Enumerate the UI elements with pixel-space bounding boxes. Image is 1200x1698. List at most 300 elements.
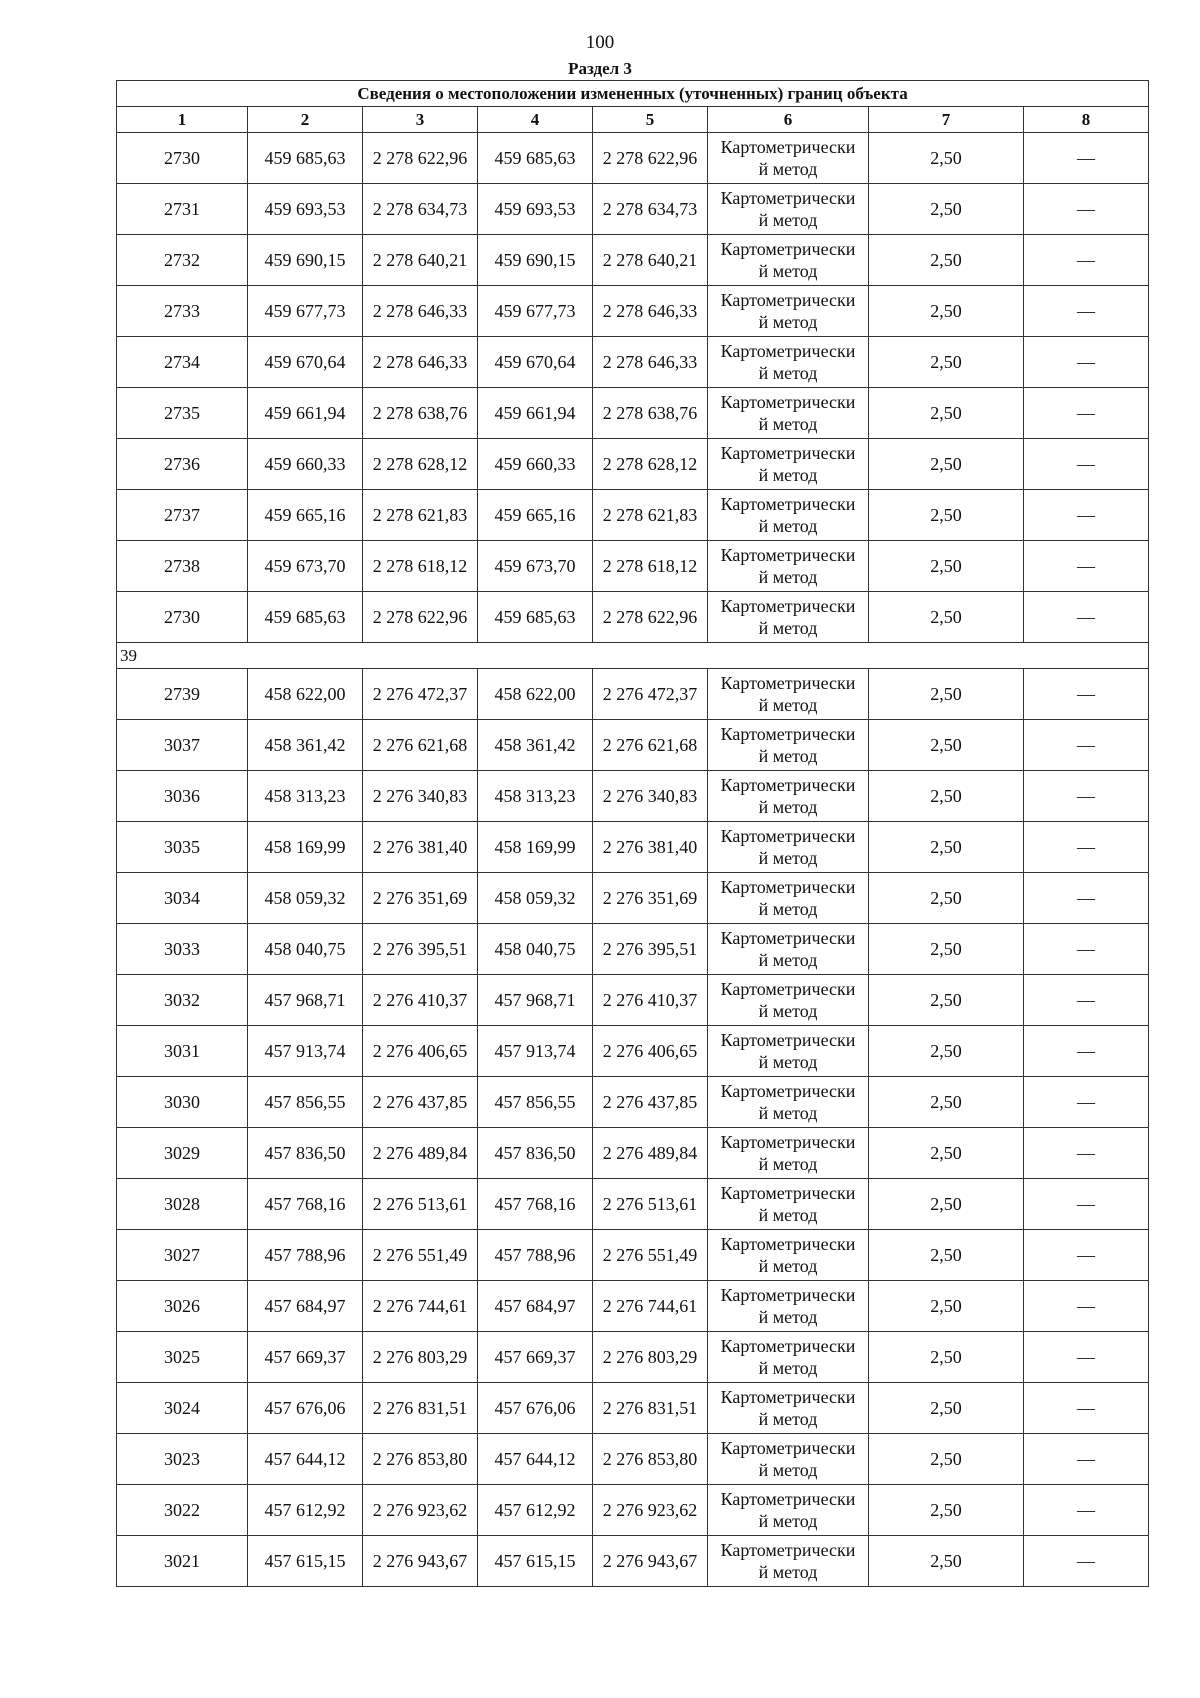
y-new-cell: 2 278 622,96	[593, 133, 708, 184]
x-old-cell: 459 690,15	[248, 235, 363, 286]
y-old-cell: 2 278 634,73	[363, 184, 478, 235]
table-row	[117, 337, 1149, 388]
method-cell	[708, 286, 869, 337]
x-new-cell: 457 612,92	[478, 1485, 593, 1536]
method-text-line-1: Картометрически	[720, 1285, 856, 1305]
point-number-cell: 3031	[117, 1026, 248, 1077]
x-old-cell: 457 836,50	[248, 1128, 363, 1179]
x-new-cell: 457 856,55	[478, 1077, 593, 1128]
y-new-cell: 2 276 395,51	[593, 924, 708, 975]
x-new-cell: 457 913,74	[478, 1026, 593, 1077]
accuracy-cell: 2,50	[869, 1383, 1024, 1434]
method-text-line-1: Картометрически	[720, 545, 856, 565]
x-new-cell: 457 615,15	[478, 1536, 593, 1587]
table-row	[117, 1434, 1149, 1485]
method-cell	[708, 1026, 869, 1077]
y-new-cell: 2 276 551,49	[593, 1230, 708, 1281]
accuracy-cell: 2,50	[869, 1128, 1024, 1179]
note-cell: —	[1024, 1281, 1149, 1332]
table-row	[117, 184, 1149, 235]
note-cell: —	[1024, 1485, 1149, 1536]
method-text-line-2: й метод	[758, 899, 818, 919]
x-old-cell: 458 361,42	[248, 720, 363, 771]
point-number-cell: 3033	[117, 924, 248, 975]
x-old-cell: 457 644,12	[248, 1434, 363, 1485]
note-cell: —	[1024, 924, 1149, 975]
note-cell: —	[1024, 1383, 1149, 1434]
group-label-row	[117, 643, 1149, 669]
accuracy-cell: 2,50	[869, 822, 1024, 873]
column-number: 4	[478, 107, 593, 133]
y-new-cell: 2 276 406,65	[593, 1026, 708, 1077]
method-cell	[708, 720, 869, 771]
method-text-line-2: й метод	[758, 414, 818, 434]
accuracy-cell: 2,50	[869, 1485, 1024, 1536]
y-new-cell: 2 278 621,83	[593, 490, 708, 541]
x-new-cell: 457 768,16	[478, 1179, 593, 1230]
table-row	[117, 235, 1149, 286]
x-old-cell: 457 856,55	[248, 1077, 363, 1128]
y-new-cell: 2 276 831,51	[593, 1383, 708, 1434]
note-cell: —	[1024, 1332, 1149, 1383]
accuracy-cell: 2,50	[869, 720, 1024, 771]
method-cell	[708, 388, 869, 439]
method-text-line-1: Картометрически	[720, 494, 856, 514]
accuracy-cell: 2,50	[869, 184, 1024, 235]
point-number-cell: 3024	[117, 1383, 248, 1434]
accuracy-cell: 2,50	[869, 133, 1024, 184]
group-label: 39	[117, 643, 1149, 669]
y-new-cell: 2 276 437,85	[593, 1077, 708, 1128]
x-old-cell: 459 670,64	[248, 337, 363, 388]
method-text-line-2: й метод	[758, 465, 818, 485]
point-number-cell: 3023	[117, 1434, 248, 1485]
note-cell: —	[1024, 490, 1149, 541]
method-cell	[708, 1281, 869, 1332]
note-cell: —	[1024, 439, 1149, 490]
method-text-line-1: Картометрически	[720, 1489, 856, 1509]
x-old-cell: 457 684,97	[248, 1281, 363, 1332]
method-text-line-2: й метод	[758, 567, 818, 587]
method-cell	[708, 490, 869, 541]
y-old-cell: 2 276 513,61	[363, 1179, 478, 1230]
x-old-cell: 457 612,92	[248, 1485, 363, 1536]
y-old-cell: 2 276 340,83	[363, 771, 478, 822]
method-text-line-1: Картометрически	[720, 1183, 856, 1203]
point-number-cell: 3028	[117, 1179, 248, 1230]
table-row	[117, 1281, 1149, 1332]
note-cell: —	[1024, 184, 1149, 235]
accuracy-cell: 2,50	[869, 592, 1024, 643]
table-row	[117, 490, 1149, 541]
y-old-cell: 2 276 551,49	[363, 1230, 478, 1281]
table-row	[117, 669, 1149, 720]
method-text-line-2: й метод	[758, 1307, 818, 1327]
note-cell: —	[1024, 720, 1149, 771]
accuracy-cell: 2,50	[869, 388, 1024, 439]
note-cell: —	[1024, 1536, 1149, 1587]
method-text-line-2: й метод	[758, 210, 818, 230]
method-text-line-2: й метод	[758, 746, 818, 766]
note-cell: —	[1024, 133, 1149, 184]
accuracy-cell: 2,50	[869, 1434, 1024, 1485]
x-new-cell: 457 788,96	[478, 1230, 593, 1281]
method-cell	[708, 541, 869, 592]
method-text-line-2: й метод	[758, 1562, 818, 1582]
method-cell	[708, 924, 869, 975]
y-new-cell: 2 276 943,67	[593, 1536, 708, 1587]
method-text-line-2: й метод	[758, 1256, 818, 1276]
x-old-cell: 457 615,15	[248, 1536, 363, 1587]
y-old-cell: 2 276 744,61	[363, 1281, 478, 1332]
method-cell	[708, 184, 869, 235]
x-new-cell: 459 690,15	[478, 235, 593, 286]
method-text-line-1: Картометрически	[720, 673, 856, 693]
method-text-line-1: Картометрически	[720, 1336, 856, 1356]
column-number: 3	[363, 107, 478, 133]
y-old-cell: 2 276 489,84	[363, 1128, 478, 1179]
x-old-cell: 459 665,16	[248, 490, 363, 541]
method-cell	[708, 822, 869, 873]
table-row	[117, 1077, 1149, 1128]
x-old-cell: 457 913,74	[248, 1026, 363, 1077]
point-number-cell: 3037	[117, 720, 248, 771]
y-old-cell: 2 276 621,68	[363, 720, 478, 771]
method-cell	[708, 873, 869, 924]
note-cell: —	[1024, 1026, 1149, 1077]
method-cell	[708, 1077, 869, 1128]
x-new-cell: 458 169,99	[478, 822, 593, 873]
note-cell: —	[1024, 1179, 1149, 1230]
method-text-line-1: Картометрически	[720, 188, 856, 208]
method-text-line-2: й метод	[758, 1103, 818, 1123]
x-old-cell: 458 169,99	[248, 822, 363, 873]
method-text-line-1: Картометрически	[720, 443, 856, 463]
x-old-cell: 459 693,53	[248, 184, 363, 235]
accuracy-cell: 2,50	[869, 286, 1024, 337]
method-cell	[708, 1332, 869, 1383]
y-new-cell: 2 278 634,73	[593, 184, 708, 235]
table-row	[117, 1179, 1149, 1230]
method-text-line-1: Картометрически	[720, 1081, 856, 1101]
table-row	[117, 975, 1149, 1026]
y-new-cell: 2 276 923,62	[593, 1485, 708, 1536]
x-new-cell: 457 968,71	[478, 975, 593, 1026]
x-new-cell: 458 313,23	[478, 771, 593, 822]
y-new-cell: 2 276 621,68	[593, 720, 708, 771]
y-new-cell: 2 276 381,40	[593, 822, 708, 873]
note-cell: —	[1024, 235, 1149, 286]
method-text-line-2: й метод	[758, 695, 818, 715]
y-new-cell: 2 276 340,83	[593, 771, 708, 822]
x-new-cell: 458 361,42	[478, 720, 593, 771]
point-number-cell: 2736	[117, 439, 248, 490]
y-new-cell: 2 276 803,29	[593, 1332, 708, 1383]
point-number-cell: 2731	[117, 184, 248, 235]
y-new-cell: 2 278 628,12	[593, 439, 708, 490]
method-text-line-2: й метод	[758, 261, 818, 281]
method-text-line-1: Картометрически	[720, 877, 856, 897]
column-number: 6	[708, 107, 869, 133]
method-text-line-2: й метод	[758, 1511, 818, 1531]
note-cell: —	[1024, 1128, 1149, 1179]
x-old-cell: 459 685,63	[248, 133, 363, 184]
method-text-line-2: й метод	[758, 1001, 818, 1021]
y-old-cell: 2 276 923,62	[363, 1485, 478, 1536]
point-number-cell: 2738	[117, 541, 248, 592]
accuracy-cell: 2,50	[869, 924, 1024, 975]
x-new-cell: 458 040,75	[478, 924, 593, 975]
method-cell	[708, 1230, 869, 1281]
y-old-cell: 2 276 803,29	[363, 1332, 478, 1383]
x-old-cell: 457 768,16	[248, 1179, 363, 1230]
coordinates-table	[116, 80, 1149, 1587]
x-new-cell: 458 059,32	[478, 873, 593, 924]
point-number-cell: 2733	[117, 286, 248, 337]
x-new-cell: 459 693,53	[478, 184, 593, 235]
column-number: 5	[593, 107, 708, 133]
x-new-cell: 457 836,50	[478, 1128, 593, 1179]
x-new-cell: 459 673,70	[478, 541, 593, 592]
method-text-line-1: Картометрически	[720, 1540, 856, 1560]
method-text-line-1: Картометрически	[720, 826, 856, 846]
point-number-cell: 2730	[117, 133, 248, 184]
x-new-cell: 457 644,12	[478, 1434, 593, 1485]
y-old-cell: 2 276 472,37	[363, 669, 478, 720]
table-row	[117, 720, 1149, 771]
x-old-cell: 458 313,23	[248, 771, 363, 822]
x-new-cell: 459 685,63	[478, 133, 593, 184]
y-old-cell: 2 278 622,96	[363, 592, 478, 643]
y-new-cell: 2 276 744,61	[593, 1281, 708, 1332]
x-new-cell: 459 660,33	[478, 439, 593, 490]
point-number-cell: 2735	[117, 388, 248, 439]
method-cell	[708, 1434, 869, 1485]
y-old-cell: 2 276 853,80	[363, 1434, 478, 1485]
y-new-cell: 2 278 640,21	[593, 235, 708, 286]
x-new-cell: 459 661,94	[478, 388, 593, 439]
note-cell: —	[1024, 1077, 1149, 1128]
method-text-line-1: Картометрически	[720, 1438, 856, 1458]
accuracy-cell: 2,50	[869, 669, 1024, 720]
accuracy-cell: 2,50	[869, 771, 1024, 822]
table-row	[117, 388, 1149, 439]
x-old-cell: 458 622,00	[248, 669, 363, 720]
x-new-cell: 458 622,00	[478, 669, 593, 720]
y-old-cell: 2 278 640,21	[363, 235, 478, 286]
table-row	[117, 1485, 1149, 1536]
method-text-line-1: Картометрически	[720, 137, 856, 157]
method-cell	[708, 1485, 869, 1536]
accuracy-cell: 2,50	[869, 1332, 1024, 1383]
point-number-cell: 3030	[117, 1077, 248, 1128]
x-new-cell: 459 670,64	[478, 337, 593, 388]
method-cell	[708, 975, 869, 1026]
method-cell	[708, 1179, 869, 1230]
method-text-line-1: Картометрически	[720, 775, 856, 795]
table-row	[117, 286, 1149, 337]
y-new-cell: 2 278 622,96	[593, 592, 708, 643]
method-text-line-1: Картометрически	[720, 596, 856, 616]
method-text-line-2: й метод	[758, 363, 818, 383]
point-number-cell: 3021	[117, 1536, 248, 1587]
method-cell	[708, 592, 869, 643]
column-number-row	[117, 107, 1149, 133]
section-title: Раздел 3	[568, 59, 632, 78]
method-text-line-2: й метод	[758, 618, 818, 638]
accuracy-cell: 2,50	[869, 1536, 1024, 1587]
x-new-cell: 459 685,63	[478, 592, 593, 643]
note-cell: —	[1024, 337, 1149, 388]
method-text-line-2: й метод	[758, 797, 818, 817]
table-row	[117, 1383, 1149, 1434]
y-old-cell: 2 276 406,65	[363, 1026, 478, 1077]
method-text-line-2: й метод	[758, 159, 818, 179]
table-caption-row	[117, 81, 1149, 107]
x-new-cell: 459 665,16	[478, 490, 593, 541]
point-number-cell: 3035	[117, 822, 248, 873]
x-old-cell: 457 788,96	[248, 1230, 363, 1281]
method-cell	[708, 1536, 869, 1587]
method-text-line-1: Картометрически	[720, 1030, 856, 1050]
method-text-line-1: Картометрически	[720, 1234, 856, 1254]
y-old-cell: 2 276 943,67	[363, 1536, 478, 1587]
y-new-cell: 2 276 489,84	[593, 1128, 708, 1179]
y-old-cell: 2 276 831,51	[363, 1383, 478, 1434]
y-old-cell: 2 276 351,69	[363, 873, 478, 924]
y-old-cell: 2 276 410,37	[363, 975, 478, 1026]
method-cell	[708, 669, 869, 720]
note-cell: —	[1024, 1434, 1149, 1485]
accuracy-cell: 2,50	[869, 1026, 1024, 1077]
y-old-cell: 2 276 381,40	[363, 822, 478, 873]
method-text-line-1: Картометрически	[720, 1387, 856, 1407]
table-row	[117, 924, 1149, 975]
point-number-cell: 3026	[117, 1281, 248, 1332]
y-new-cell: 2 278 638,76	[593, 388, 708, 439]
table-row	[117, 1230, 1149, 1281]
x-old-cell: 459 673,70	[248, 541, 363, 592]
x-new-cell: 459 677,73	[478, 286, 593, 337]
method-text-line-2: й метод	[758, 516, 818, 536]
page-number: 100	[585, 32, 615, 53]
note-cell: —	[1024, 669, 1149, 720]
method-text-line-2: й метод	[758, 1052, 818, 1072]
note-cell: —	[1024, 873, 1149, 924]
y-new-cell: 2 276 410,37	[593, 975, 708, 1026]
y-new-cell: 2 276 351,69	[593, 873, 708, 924]
y-old-cell: 2 278 621,83	[363, 490, 478, 541]
x-old-cell: 457 676,06	[248, 1383, 363, 1434]
point-number-cell: 2737	[117, 490, 248, 541]
method-text-line-2: й метод	[758, 950, 818, 970]
y-old-cell: 2 276 395,51	[363, 924, 478, 975]
x-old-cell: 458 040,75	[248, 924, 363, 975]
table-row	[117, 133, 1149, 184]
y-old-cell: 2 276 437,85	[363, 1077, 478, 1128]
note-cell: —	[1024, 975, 1149, 1026]
point-number-cell: 3034	[117, 873, 248, 924]
accuracy-cell: 2,50	[869, 337, 1024, 388]
method-text-line-1: Картометрически	[720, 724, 856, 744]
x-old-cell: 459 661,94	[248, 388, 363, 439]
method-text-line-1: Картометрически	[720, 979, 856, 999]
x-new-cell: 457 669,37	[478, 1332, 593, 1383]
x-old-cell: 459 677,73	[248, 286, 363, 337]
note-cell: —	[1024, 388, 1149, 439]
table-row	[117, 873, 1149, 924]
table-row	[117, 1026, 1149, 1077]
table-row	[117, 439, 1149, 490]
accuracy-cell: 2,50	[869, 439, 1024, 490]
method-cell	[708, 771, 869, 822]
table-row	[117, 1332, 1149, 1383]
method-text-line-2: й метод	[758, 848, 818, 868]
method-text-line-1: Картометрически	[720, 341, 856, 361]
point-number-cell: 2730	[117, 592, 248, 643]
method-text-line-2: й метод	[758, 1205, 818, 1225]
method-text-line-2: й метод	[758, 1460, 818, 1480]
column-number: 1	[117, 107, 248, 133]
method-text-line-2: й метод	[758, 1409, 818, 1429]
point-number-cell: 3022	[117, 1485, 248, 1536]
accuracy-cell: 2,50	[869, 1230, 1024, 1281]
accuracy-cell: 2,50	[869, 873, 1024, 924]
point-number-cell: 2739	[117, 669, 248, 720]
method-text-line-1: Картометрически	[720, 1132, 856, 1152]
method-cell	[708, 337, 869, 388]
accuracy-cell: 2,50	[869, 975, 1024, 1026]
point-number-cell: 2732	[117, 235, 248, 286]
accuracy-cell: 2,50	[869, 1179, 1024, 1230]
table-row	[117, 592, 1149, 643]
point-number-cell: 3032	[117, 975, 248, 1026]
point-number-cell: 3027	[117, 1230, 248, 1281]
table-row	[117, 1128, 1149, 1179]
method-cell	[708, 235, 869, 286]
table-row	[117, 1536, 1149, 1587]
method-cell	[708, 133, 869, 184]
y-new-cell: 2 276 853,80	[593, 1434, 708, 1485]
method-cell	[708, 439, 869, 490]
y-old-cell: 2 278 622,96	[363, 133, 478, 184]
y-new-cell: 2 276 513,61	[593, 1179, 708, 1230]
y-old-cell: 2 278 646,33	[363, 286, 478, 337]
x-old-cell: 459 685,63	[248, 592, 363, 643]
method-cell	[708, 1383, 869, 1434]
point-number-cell: 3029	[117, 1128, 248, 1179]
method-text-line-2: й метод	[758, 1154, 818, 1174]
table-caption: Сведения о местоположении измененных (уточненных) границ объекта	[117, 81, 1149, 107]
table-row	[117, 541, 1149, 592]
method-text-line-2: й метод	[758, 312, 818, 332]
y-new-cell: 2 276 472,37	[593, 669, 708, 720]
column-number: 8	[1024, 107, 1149, 133]
method-text-line-2: й метод	[758, 1358, 818, 1378]
accuracy-cell: 2,50	[869, 1077, 1024, 1128]
x-old-cell: 457 968,71	[248, 975, 363, 1026]
accuracy-cell: 2,50	[869, 541, 1024, 592]
method-text-line-1: Картометрически	[720, 392, 856, 412]
note-cell: —	[1024, 1230, 1149, 1281]
y-old-cell: 2 278 638,76	[363, 388, 478, 439]
note-cell: —	[1024, 286, 1149, 337]
y-old-cell: 2 278 646,33	[363, 337, 478, 388]
table-row	[117, 771, 1149, 822]
x-new-cell: 457 676,06	[478, 1383, 593, 1434]
y-new-cell: 2 278 618,12	[593, 541, 708, 592]
method-text-line-1: Картометрически	[720, 239, 856, 259]
